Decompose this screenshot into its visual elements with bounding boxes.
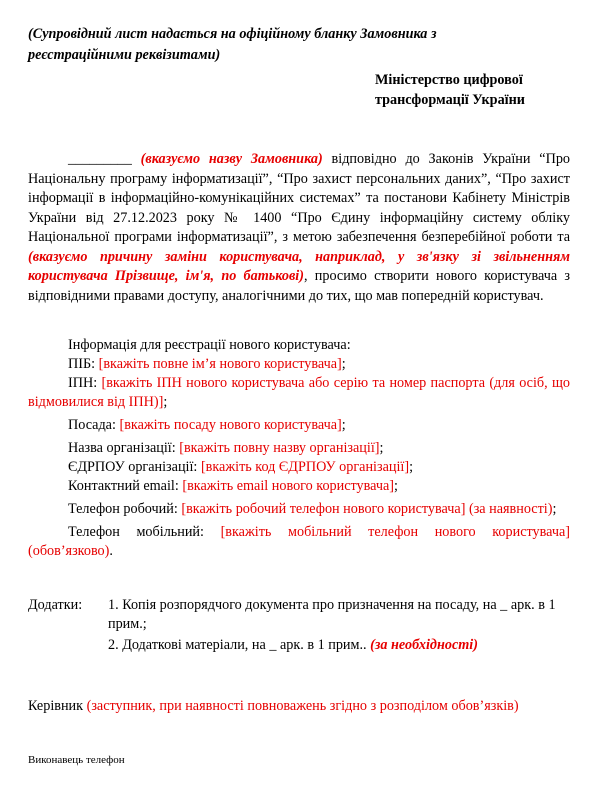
info-title: Інформація для реєстрації нового користувача: bbox=[68, 337, 351, 353]
field-tax-id: ІПН: [вкажіть ІПН нового користувача або серію та номер паспорта (для осіб, що відмовилися від ІПН)]; bbox=[28, 375, 570, 410]
paragraph-text-1: відповідно до Законів України “Про Національну програму інформатизації”, “Про захист персональних даних”, “Про захист інформації в інформаційно-комунікаційних системах” та постанови Кабінету Міністрів України від 27.12.2023 року № 1400 “Про Єдину інформаційну систему обліку Національної програми інформатизації”, з метою забезпечення безперебійної роботи та bbox=[28, 151, 571, 245]
registration-info bbox=[28, 336, 570, 561]
attachments-label: Додатки: bbox=[28, 597, 83, 613]
field-position: Посада: [вкажіть посаду нового користувача]; bbox=[68, 417, 346, 433]
blank-instruction-note bbox=[28, 24, 568, 66]
head-hint: (заступник, при наявності повноважень згідно з розподілом обов’язків) bbox=[86, 698, 519, 714]
reason-hint: (вказуємо причину заміни користувача, наприклад, у зв'язку зі звільненням користувача Прізвище, ім'я, по батькові) bbox=[28, 248, 570, 284]
paragraph-text-2: , просимо створити нового користувача з відповідними правами доступу, аналогічними до тих, що мав попередній користувач. bbox=[28, 268, 570, 304]
addressee-line-2: трансформації України bbox=[375, 92, 525, 108]
field-email: Контактний email: [вкажіть email нового користувача]; bbox=[68, 478, 398, 494]
addressee-block bbox=[375, 70, 575, 110]
attachments-list bbox=[108, 596, 573, 655]
field-edrpou: ЄДРПОУ організації: [вкажіть код ЄДРПОУ організації]; bbox=[68, 459, 414, 475]
customer-hint: (вказуємо назву Замовника) bbox=[140, 151, 323, 167]
attachment-item-2: 2. Додаткові матеріали, на _ арк. в 1 прим.. (за необхідності) bbox=[108, 637, 478, 653]
main-paragraph bbox=[28, 150, 570, 306]
field-work-phone: Телефон робочий: [вкажіть робочий телефон нового користувача] (за наявності); bbox=[68, 501, 557, 517]
signature-line bbox=[28, 697, 573, 716]
addressee-line-1: Міністерство цифрової bbox=[375, 72, 523, 88]
field-organization: Назва організації: [вкажіть повну назву організації]; bbox=[68, 440, 384, 456]
customer-blank: _________ bbox=[68, 151, 132, 167]
field-mobile-phone: Телефон мобільний: [вкажіть мобільний телефон нового користувача] (обов’язково). bbox=[28, 524, 570, 559]
field-full-name: ПІБ: [вкажіть повне ім’я нового користувача]; bbox=[68, 356, 346, 372]
executor-line: Виконавець телефон bbox=[28, 754, 125, 766]
note-line-2: реєстраційними реквізитами) bbox=[28, 47, 221, 63]
head-label: Керівник bbox=[28, 698, 84, 714]
attachment-item-1: 1. Копія розпорядчого документа про призначення на посаду, на _ арк. в 1 прим.; bbox=[108, 597, 556, 632]
note-line-1: (Супровідний лист надається на офіційному бланку Замовника з bbox=[28, 26, 437, 42]
attachment-item-2-hint: (за необхідності) bbox=[370, 637, 478, 653]
